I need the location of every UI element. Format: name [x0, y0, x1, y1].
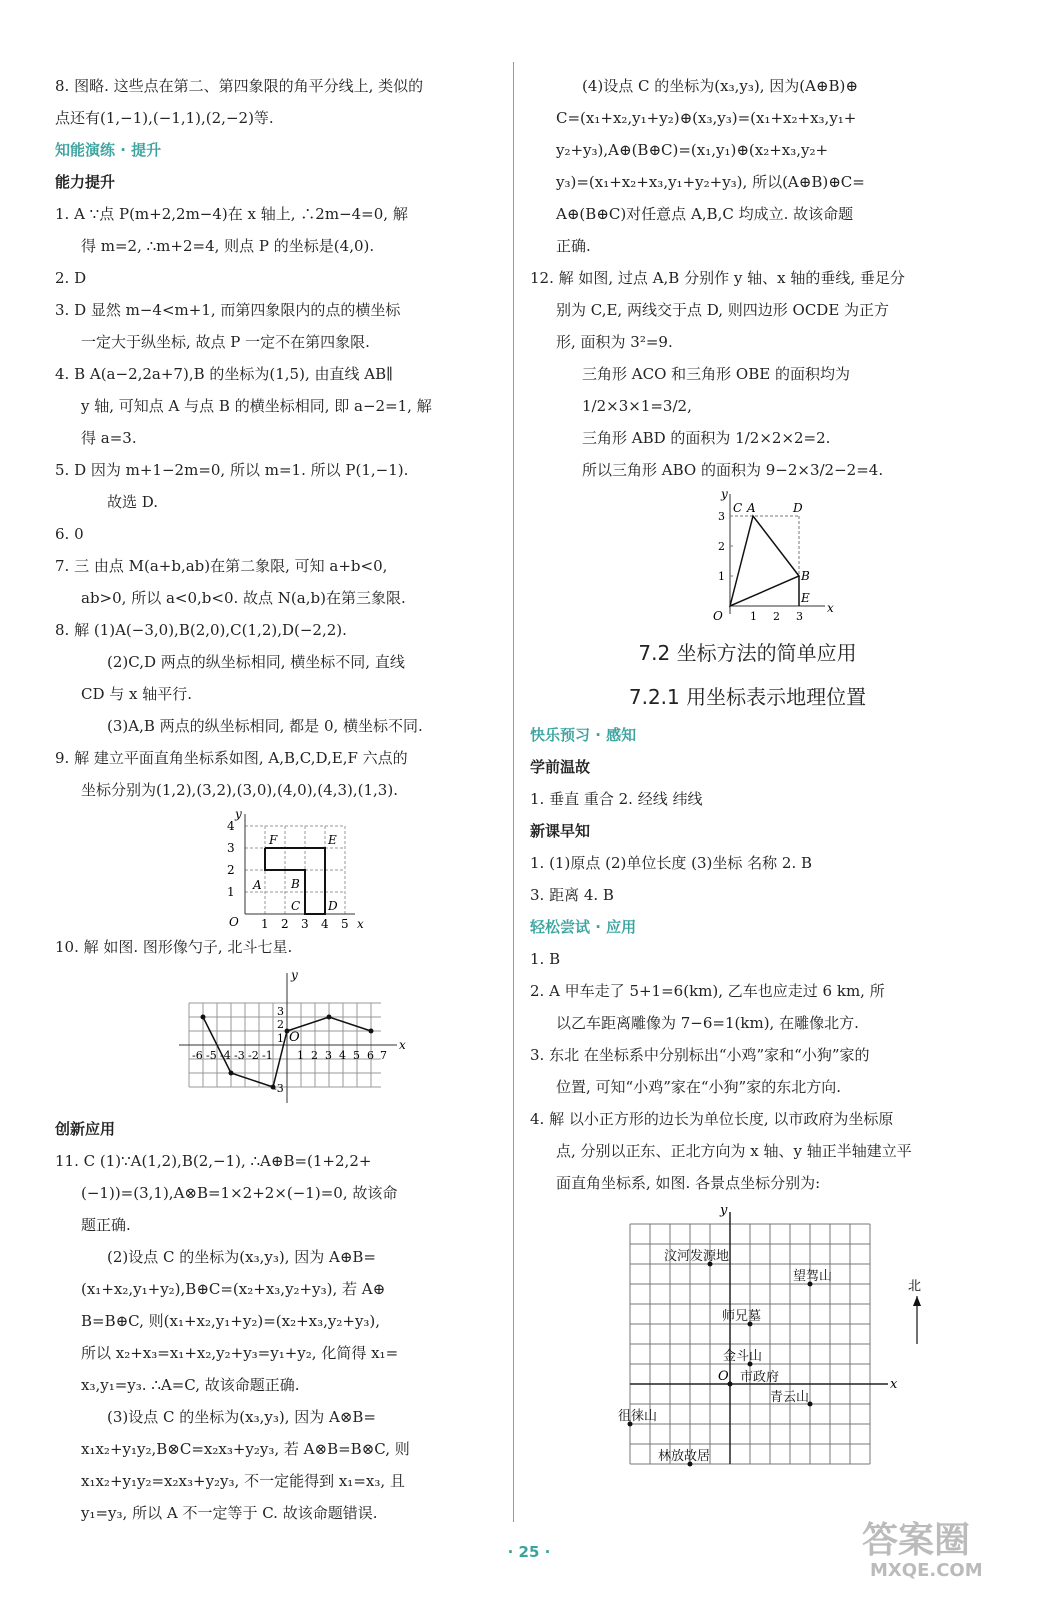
q10-xtick: 1: [297, 1049, 304, 1062]
answer-1: 1. A ∵点 P(m+2,2m−4)在 x 轴上, ∴2m−4=0, 解: [55, 205, 408, 223]
watermark-url: MXQE.COM: [870, 1560, 983, 1581]
q9-ytick: 3: [227, 841, 235, 855]
page-number: · 25 ·: [507, 1543, 551, 1561]
q9-ytick: 2: [227, 863, 235, 877]
answer-8: 8. 解 (1)A(−3,0),B(2,0),C(1,2),D(−2,2).: [55, 621, 347, 639]
q12-label-D: D: [793, 501, 803, 515]
q9-label-F: F: [269, 833, 278, 847]
q10-y-label: y: [291, 968, 298, 982]
try-answer-4: 4. 解 以小正方形的边长为单位长度, 以市政府为坐标原: [530, 1110, 894, 1128]
q10-xtick: 4: [339, 1049, 346, 1062]
answer-11-part2-cont: B=B⊕C, 则(x₁+x₂,y₁+y₂)=(x₂+x₃,y₂+y₃),: [81, 1312, 381, 1330]
right-column: [530, 70, 965, 1474]
q9-label-D: D: [328, 899, 338, 913]
q10-xtick: 6: [367, 1049, 374, 1062]
q12-label-C: C: [733, 501, 743, 515]
north-arrowhead-icon: [913, 1296, 921, 1306]
map-place-shixiongmu: 师兄墓: [722, 1309, 762, 1324]
q9-xtick: 4: [321, 917, 329, 931]
q9-xtick: 3: [301, 917, 309, 931]
sub-header: 学前温故: [530, 758, 591, 776]
answer-12-cont: 别为 C,E, 两线交于点 D, 则四边形 OCDE 为正方: [556, 301, 890, 319]
q9-x-label: x: [357, 917, 364, 931]
answer-11-part3-cont: y₁=y₃, 所以 A 不一定等于 C. 故该命题错误.: [81, 1504, 378, 1522]
answer-12-area1-value: 1/2×3×1=3/2,: [582, 397, 692, 415]
q12-xtick: 2: [773, 610, 780, 623]
q12-ytick: 3: [718, 510, 725, 523]
answer-11-part4-cont: A⊕(B⊕C)对任意点 A,B,C 均成立. 故该命题: [556, 205, 854, 223]
watermark-logo: 答案圈: [862, 1520, 971, 1561]
map-place-qingyun: 青云山: [770, 1390, 810, 1405]
q9-ytick: 1: [227, 885, 235, 899]
sub-header: 创新应用: [55, 1120, 116, 1138]
answer-5: 5. D 因为 m+1−2m=0, 所以 m=1. 所以 P(1,−1).: [55, 461, 409, 479]
answer-4-cont2: 得 a=3.: [81, 429, 137, 447]
answer-1-cont: 得 m=2, ∴m+2=4, 则点 P 的坐标是(4,0).: [81, 237, 375, 255]
answer-2: 2. D: [55, 269, 87, 287]
answer-11-part4-cont: y₂+y₃),A⊕(B⊕C)=(x₁,y₁)⊕(x₂+x₃,y₂+: [556, 141, 829, 159]
q12-label-A: A: [747, 501, 756, 515]
q10-x-label: x: [399, 1038, 406, 1052]
review-answers: 1. 垂直 重合 2. 经线 纬线: [530, 790, 703, 808]
sub-header: 新课早知: [530, 822, 591, 840]
q9-xtick: 5: [341, 917, 349, 931]
answer-8-part2-cont: CD 与 x 轴平行.: [81, 685, 193, 703]
answer-11-part4: (4)设点 C 的坐标为(x₃,y₃), 因为(A⊕B)⊕: [582, 77, 858, 95]
q10-xtick: -5: [206, 1049, 217, 1062]
preview-answers-2: 3. 距离 4. B: [530, 886, 614, 904]
section-header: 轻松尝试 · 应用: [530, 918, 637, 936]
answer-11-part4-cont: 正确.: [556, 237, 591, 255]
q9-label-E: E: [328, 833, 337, 847]
answer-7-cont: ab>0, 所以 a<0,b<0. 故点 N(a,b)在第三象限.: [81, 589, 406, 607]
section-title-7-2: 7.2 坐标方法的简单应用: [638, 641, 857, 665]
q10-xtick: -3: [234, 1049, 245, 1062]
answer-8-part3: (3)A,B 两点的纵坐标相同, 都是 0, 横坐标不同.: [107, 717, 423, 735]
map-origin: O: [718, 1369, 729, 1384]
answer-11-part2-cont: 所以 x₂+x₃=x₁+x₂,y₂+y₃=y₁+y₂, 化简得 x₁=: [81, 1344, 399, 1362]
answer-8-part2: (2)C,D 两点的纵坐标相同, 横坐标不同, 直线: [107, 653, 405, 671]
answer-3: 3. D 显然 m−4<m+1, 而第四象限内的点的横坐标: [55, 301, 401, 319]
answer-7: 7. 三 由点 M(a+b,ab)在第二象限, 可知 a+b<0,: [55, 557, 388, 575]
q10-xtick: -4: [220, 1049, 231, 1062]
answer-12-area1: 三角形 ACO 和三角形 OBE 的面积均为: [582, 365, 850, 383]
answer-4: 4. B A(a−2,2a+7),B 的坐标为(1,5), 由直线 AB∥: [55, 365, 394, 383]
q10-xtick: -2: [248, 1049, 259, 1062]
q12-ytick: 2: [718, 540, 725, 553]
q10-ytick: 1: [277, 1032, 284, 1045]
figure-q12: [530, 486, 965, 631]
try-answer-2: 2. A 甲车走了 5+1=6(km), 乙车也应走过 6 km, 所: [530, 982, 885, 1000]
try-answer-4-cont: 点, 分别以正东、正北方向为 x 轴、y 轴正半轴建立平: [556, 1142, 912, 1160]
answer-9-cont: 坐标分别为(1,2),(3,2),(3,0),(4,0),(4,3),(1,3).: [81, 781, 398, 799]
try-answer-1: 1. B: [530, 950, 561, 968]
q9-ytick: 4: [227, 819, 235, 833]
q10-xtick: 5: [353, 1049, 360, 1062]
answer-12-area2: 三角形 ABD 的面积为 1/2×2×2=2.: [582, 429, 831, 447]
left-column: [55, 70, 495, 1529]
answer-11-cont: 题正确.: [81, 1216, 131, 1234]
q10-ytick: 2: [277, 1018, 284, 1031]
answer-11-part3: (3)设点 C 的坐标为(x₃,y₃), 因为 A⊗B=: [107, 1408, 376, 1426]
map-north-label: 北: [908, 1279, 922, 1294]
try-answer-3-cont: 位置, 可知“小鸡”家在“小狗”家的东北方向.: [556, 1078, 841, 1096]
answer-11-part3-cont: x₁x₂+y₁y₂=x₂x₃+y₂y₃, 不一定能得到 x₁=x₃, 且: [81, 1472, 405, 1490]
map-place-wenhe: 汶河发源地: [664, 1249, 730, 1264]
section-title-7-2-1: 7.2.1 用坐标表示地理位置: [628, 685, 867, 709]
answer-11: 11. C (1)∵A(1,2),B(2,−1), ∴A⊕B=(1+2,2+: [55, 1152, 372, 1170]
answer-8-line1: 8. 图略. 这些点在第二、第四象限的角平分线上, 类似的: [55, 77, 424, 95]
figure-q10-grid: [55, 963, 495, 1113]
q10-xtick: -6: [192, 1049, 203, 1062]
answer-11-cont: (−1))=(3,1),A⊗B=1×2+2×(−1)=0, 故该命: [81, 1184, 398, 1202]
try-answer-2-cont: 以乙车距离雕像为 7−6=1(km), 在雕像北方.: [556, 1014, 859, 1032]
answer-4-cont: y 轴, 可知点 A 与点 B 的横坐标相同, 即 a−2=1, 解: [81, 397, 432, 415]
map-place-culai: 徂徕山: [618, 1409, 658, 1424]
q12-label-B: B: [801, 569, 810, 583]
q12-label-E: E: [801, 591, 810, 605]
sub-header: 能力提升: [55, 173, 116, 191]
preview-answers-1: 1. (1)原点 (2)单位长度 (3)坐标 名称 2. B: [530, 854, 812, 872]
q9-label-A: A: [253, 878, 262, 892]
figure-map-grid: [530, 1199, 965, 1474]
q9-origin: O: [229, 915, 239, 929]
q10-xtick: 7: [380, 1049, 387, 1062]
q9-xtick: 1: [261, 917, 269, 931]
section-header: 快乐预习 · 感知: [530, 726, 637, 744]
figure-q9-grid: [55, 806, 495, 931]
answer-12-cont: 形, 面积为 3²=9.: [556, 333, 673, 351]
q10-xtick: 3: [325, 1049, 332, 1062]
answer-12-area3: 所以三角形 ABO 的面积为 9−2×3/2−2=4.: [582, 461, 884, 479]
answer-6: 6. 0: [55, 525, 84, 543]
answer-11-part4-cont: C=(x₁+x₂,y₁+y₂)⊕(x₃,y₃)=(x₁+x₂+x₃,y₁+: [556, 109, 857, 127]
map-y-label: y: [720, 1203, 728, 1218]
q12-ytick: 1: [718, 570, 725, 583]
answer-8-line2: 点还有(1,−1),(−1,1),(2,−2)等.: [55, 109, 274, 127]
answer-5-cont: 故选 D.: [107, 493, 159, 511]
q10-xtick: 2: [311, 1049, 318, 1062]
q10-ytick: 3: [277, 1005, 284, 1018]
answer-11-part4-cont: y₃)=(x₁+x₂+x₃,y₁+y₂+y₃), 所以(A⊕B)⊕C=: [556, 173, 865, 191]
q9-y-label: y: [235, 807, 242, 821]
q9-xtick: 2: [281, 917, 289, 931]
map-place-linfang: 林放故居: [658, 1449, 711, 1464]
answer-11-part2-cont: x₃,y₁=y₃. ∴A=C, 故该命题正确.: [81, 1376, 300, 1394]
q10-origin: O: [289, 1030, 300, 1045]
q9-label-C: C: [291, 899, 301, 913]
column-divider: [513, 62, 514, 1522]
answer-9: 9. 解 建立平面直角坐标系如图, A,B,C,D,E,F 六点的: [55, 749, 408, 767]
try-answer-4-cont: 面直角坐标系, 如图. 各景点坐标分别为:: [556, 1174, 821, 1192]
q10-ytick: -3: [273, 1082, 284, 1095]
q12-xtick: 1: [750, 610, 757, 623]
q10-xtick: -1: [262, 1049, 273, 1062]
answer-10: 10. 解 如图. 图形像勺子, 北斗七星.: [55, 938, 293, 956]
try-answer-3: 3. 东北 在坐标系中分别标出“小鸡”家和“小狗”家的: [530, 1046, 870, 1064]
answer-11-part2: (2)设点 C 的坐标为(x₃,y₃), 因为 A⊕B=: [107, 1248, 376, 1266]
answer-3-cont: 一定大于纵坐标, 故点 P 一定不在第四象限.: [81, 333, 370, 351]
answer-12: 12. 解 如图, 过点 A,B 分别作 y 轴、x 轴的垂线, 垂足分: [530, 269, 905, 287]
map-x-label: x: [890, 1377, 898, 1392]
q12-origin: O: [713, 609, 723, 623]
section-header: 知能演练 · 提升: [55, 141, 162, 159]
map-place-shizhengfu: 市政府: [740, 1370, 780, 1385]
map-place-jindou: 金斗山: [723, 1349, 763, 1364]
answer-11-part3-cont: x₁x₂+y₁y₂,B⊗C=x₂x₃+y₂y₃, 若 A⊗B=B⊗C, 则: [81, 1440, 410, 1458]
q12-xtick: 3: [796, 610, 803, 623]
answer-11-part2-cont: (x₁+x₂,y₁+y₂),B⊕C=(x₂+x₃,y₂+y₃), 若 A⊕: [81, 1280, 386, 1298]
q12-y-label: y: [721, 487, 728, 501]
map-place-wangjia: 望驾山: [793, 1269, 833, 1284]
q9-label-B: B: [291, 877, 300, 891]
q12-x-label: x: [827, 601, 834, 615]
